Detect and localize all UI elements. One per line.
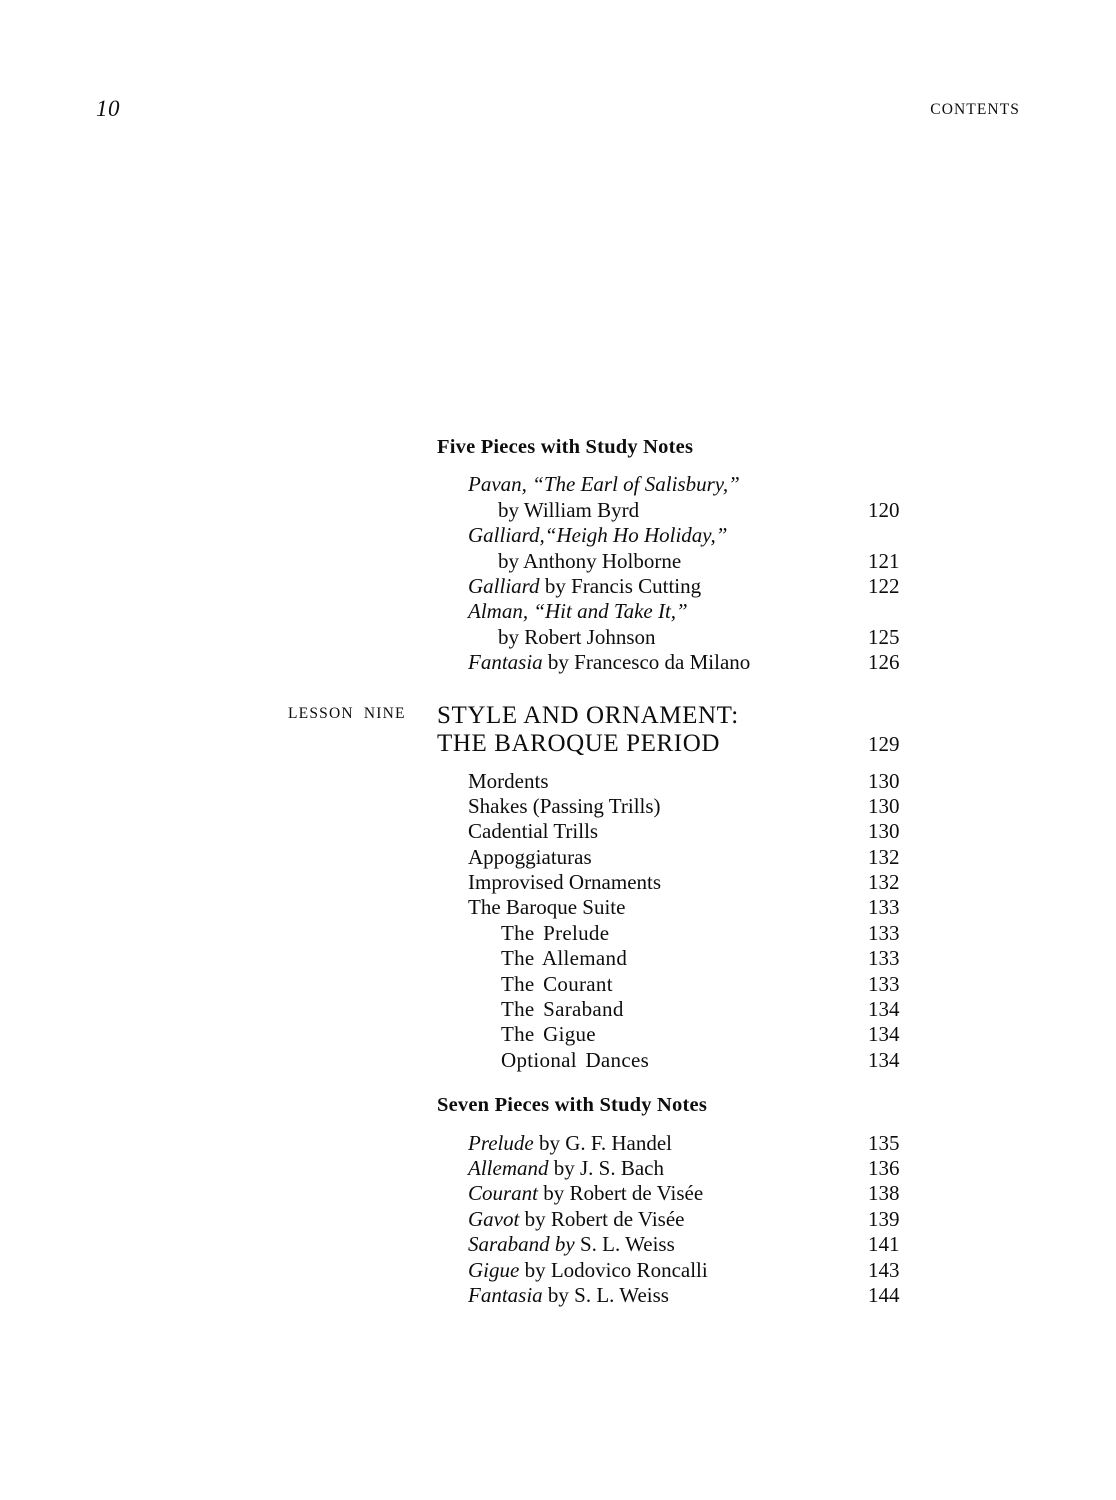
subtopic-label: The Allemand bbox=[501, 946, 628, 971]
entry-title: Courant bbox=[468, 1181, 539, 1206]
entry-page-number: 138 bbox=[868, 1181, 900, 1206]
toc-topic[interactable] bbox=[288, 870, 1024, 895]
toc-subtopic[interactable] bbox=[288, 1048, 1024, 1073]
toc-entry[interactable] bbox=[288, 523, 1024, 548]
toc-entry-continuation[interactable] bbox=[288, 549, 1024, 574]
entry-label bbox=[468, 1131, 672, 1156]
page-folio-number: 10 bbox=[96, 96, 120, 121]
toc-topic[interactable] bbox=[288, 819, 1024, 844]
toc-entry-continuation[interactable] bbox=[288, 498, 1024, 523]
toc-entry[interactable] bbox=[288, 472, 1024, 497]
topic-label: Appoggiaturas bbox=[468, 844, 592, 869]
spacer bbox=[288, 676, 1024, 702]
entry-author: by William Byrd bbox=[498, 497, 640, 522]
topic-label: Shakes (Passing Trills) bbox=[468, 793, 661, 818]
topic-page-number: 132 bbox=[868, 844, 900, 869]
toc-entry[interactable] bbox=[288, 650, 1024, 675]
toc-topic[interactable] bbox=[288, 895, 1024, 920]
toc-entry[interactable] bbox=[288, 1258, 1024, 1283]
lesson-title-line2: THE BAROQUE PERIOD bbox=[437, 729, 721, 757]
entry-title: Alman, “Hit and Take It,” bbox=[468, 599, 688, 624]
toc-entry[interactable] bbox=[288, 599, 1024, 624]
entry-author: S. L. Weiss bbox=[574, 1232, 675, 1257]
entry-label bbox=[468, 1207, 684, 1232]
subtopic-page-number: 134 bbox=[868, 1047, 900, 1072]
entry-label bbox=[468, 1156, 664, 1181]
toc-entry[interactable] bbox=[288, 1156, 1024, 1181]
entry-page-number: 125 bbox=[868, 624, 900, 649]
topic-page-number: 130 bbox=[868, 819, 900, 844]
entry-page-number: 126 bbox=[868, 650, 900, 675]
toc-entry[interactable] bbox=[288, 1232, 1024, 1257]
section-heading-five-pieces bbox=[288, 436, 1024, 461]
entry-title: Galliard bbox=[468, 573, 540, 598]
entry-page-number: 136 bbox=[868, 1155, 900, 1180]
subtopic-page-number: 133 bbox=[868, 920, 900, 945]
spacer bbox=[288, 461, 1024, 472]
toc-topic[interactable] bbox=[288, 769, 1024, 794]
toc-subtopic[interactable] bbox=[288, 921, 1024, 946]
entry-page-number: 122 bbox=[868, 573, 900, 598]
entry-title: Pavan, “The Earl of Salisbury,” bbox=[468, 472, 740, 497]
subtopic-label: The Saraband bbox=[501, 997, 624, 1022]
subtopic-page-number: 134 bbox=[868, 1022, 900, 1047]
toc-entry[interactable] bbox=[288, 1181, 1024, 1206]
entry-label bbox=[468, 1181, 703, 1206]
toc-subtopic[interactable] bbox=[288, 997, 1024, 1022]
entry-title: Gigue bbox=[468, 1257, 520, 1282]
spacer bbox=[288, 1073, 1024, 1094]
toc-subtopic[interactable] bbox=[288, 1022, 1024, 1047]
lesson-number-label: LESSON NINE bbox=[288, 704, 406, 722]
subtopic-label: The Gigue bbox=[501, 1022, 596, 1047]
entry-label bbox=[468, 1232, 675, 1257]
subtopic-page-number: 133 bbox=[868, 971, 900, 996]
spacer bbox=[288, 758, 1024, 769]
subtopic-label: The Prelude bbox=[501, 920, 610, 945]
entry-page-number: 139 bbox=[868, 1206, 900, 1231]
entry-title: Gavot bbox=[468, 1206, 520, 1231]
entry-author: by S. L. Weiss bbox=[542, 1282, 669, 1307]
entry-author: by J. S. Bach bbox=[548, 1155, 664, 1180]
entry-title: Fantasia bbox=[468, 650, 543, 675]
entry-author: by G. F. Handel bbox=[533, 1130, 673, 1155]
lesson-page-number: 129 bbox=[868, 731, 900, 756]
entry-title: Saraband by bbox=[468, 1232, 575, 1257]
subtopic-label: The Courant bbox=[501, 971, 613, 996]
running-head bbox=[96, 96, 1020, 124]
lesson-heading-line1[interactable] bbox=[288, 702, 1024, 730]
subtopic-label: Optional Dances bbox=[501, 1047, 650, 1072]
entry-author: by Francesco da Milano bbox=[542, 650, 751, 675]
toc-topic[interactable] bbox=[288, 794, 1024, 819]
entry-page-number: 120 bbox=[868, 497, 900, 522]
toc-entry-continuation[interactable] bbox=[288, 625, 1024, 650]
entry-author: by Robert de Visée bbox=[519, 1206, 685, 1231]
entry-title: Prelude bbox=[468, 1130, 534, 1155]
topic-label: Improvised Ornaments bbox=[468, 870, 662, 895]
topic-page-number: 133 bbox=[868, 895, 900, 920]
lesson-heading-line2[interactable] bbox=[288, 730, 1024, 758]
topic-page-number: 130 bbox=[868, 793, 900, 818]
toc-topic[interactable] bbox=[288, 845, 1024, 870]
entry-title: Galliard,“Heigh Ho Holiday,” bbox=[468, 523, 728, 548]
entry-page-number: 135 bbox=[868, 1130, 900, 1155]
section-heading-seven-pieces bbox=[288, 1094, 1024, 1119]
entry-title: Fantasia bbox=[468, 1282, 543, 1307]
subtopic-page-number: 134 bbox=[868, 997, 900, 1022]
topic-label: Cadential Trills bbox=[468, 819, 599, 844]
subtopic-page-number: 133 bbox=[868, 946, 900, 971]
entry-label bbox=[468, 574, 701, 599]
entry-page-number: 143 bbox=[868, 1257, 900, 1282]
entry-author: by Francis Cutting bbox=[539, 573, 702, 598]
running-head-title: CONTENTS bbox=[930, 101, 1020, 118]
entry-label bbox=[468, 1258, 708, 1283]
entry-page-number: 121 bbox=[868, 548, 900, 573]
topic-label: Mordents bbox=[468, 768, 549, 793]
spacer bbox=[288, 1120, 1024, 1131]
section-heading-label: Seven Pieces with Study Notes bbox=[437, 1094, 708, 1117]
entry-label bbox=[468, 650, 750, 675]
entry-page-number: 144 bbox=[868, 1282, 900, 1307]
toc-entry[interactable] bbox=[288, 1131, 1024, 1156]
toc-entry[interactable] bbox=[288, 574, 1024, 599]
entry-author: by Robert Johnson bbox=[498, 624, 656, 649]
entry-author: by Anthony Holborne bbox=[498, 548, 682, 573]
entry-label bbox=[468, 1283, 669, 1308]
topic-label: The Baroque Suite bbox=[468, 895, 626, 920]
toc-entry[interactable] bbox=[288, 1283, 1024, 1308]
lesson-title-line1: STYLE AND ORNAMENT: bbox=[437, 701, 739, 729]
entry-title: Allemand bbox=[468, 1155, 549, 1180]
topic-page-number: 130 bbox=[868, 768, 900, 793]
section-heading-label: Five Pieces with Study Notes bbox=[437, 436, 694, 458]
topic-page-number: 132 bbox=[868, 870, 900, 895]
table-of-contents bbox=[288, 436, 1024, 1308]
entry-page-number: 141 bbox=[868, 1232, 900, 1257]
entry-author: by Lodovico Roncalli bbox=[519, 1257, 708, 1282]
toc-subtopic[interactable] bbox=[288, 946, 1024, 971]
toc-entry[interactable] bbox=[288, 1207, 1024, 1232]
entry-author: by Robert de Visée bbox=[538, 1181, 704, 1206]
toc-subtopic[interactable] bbox=[288, 972, 1024, 997]
